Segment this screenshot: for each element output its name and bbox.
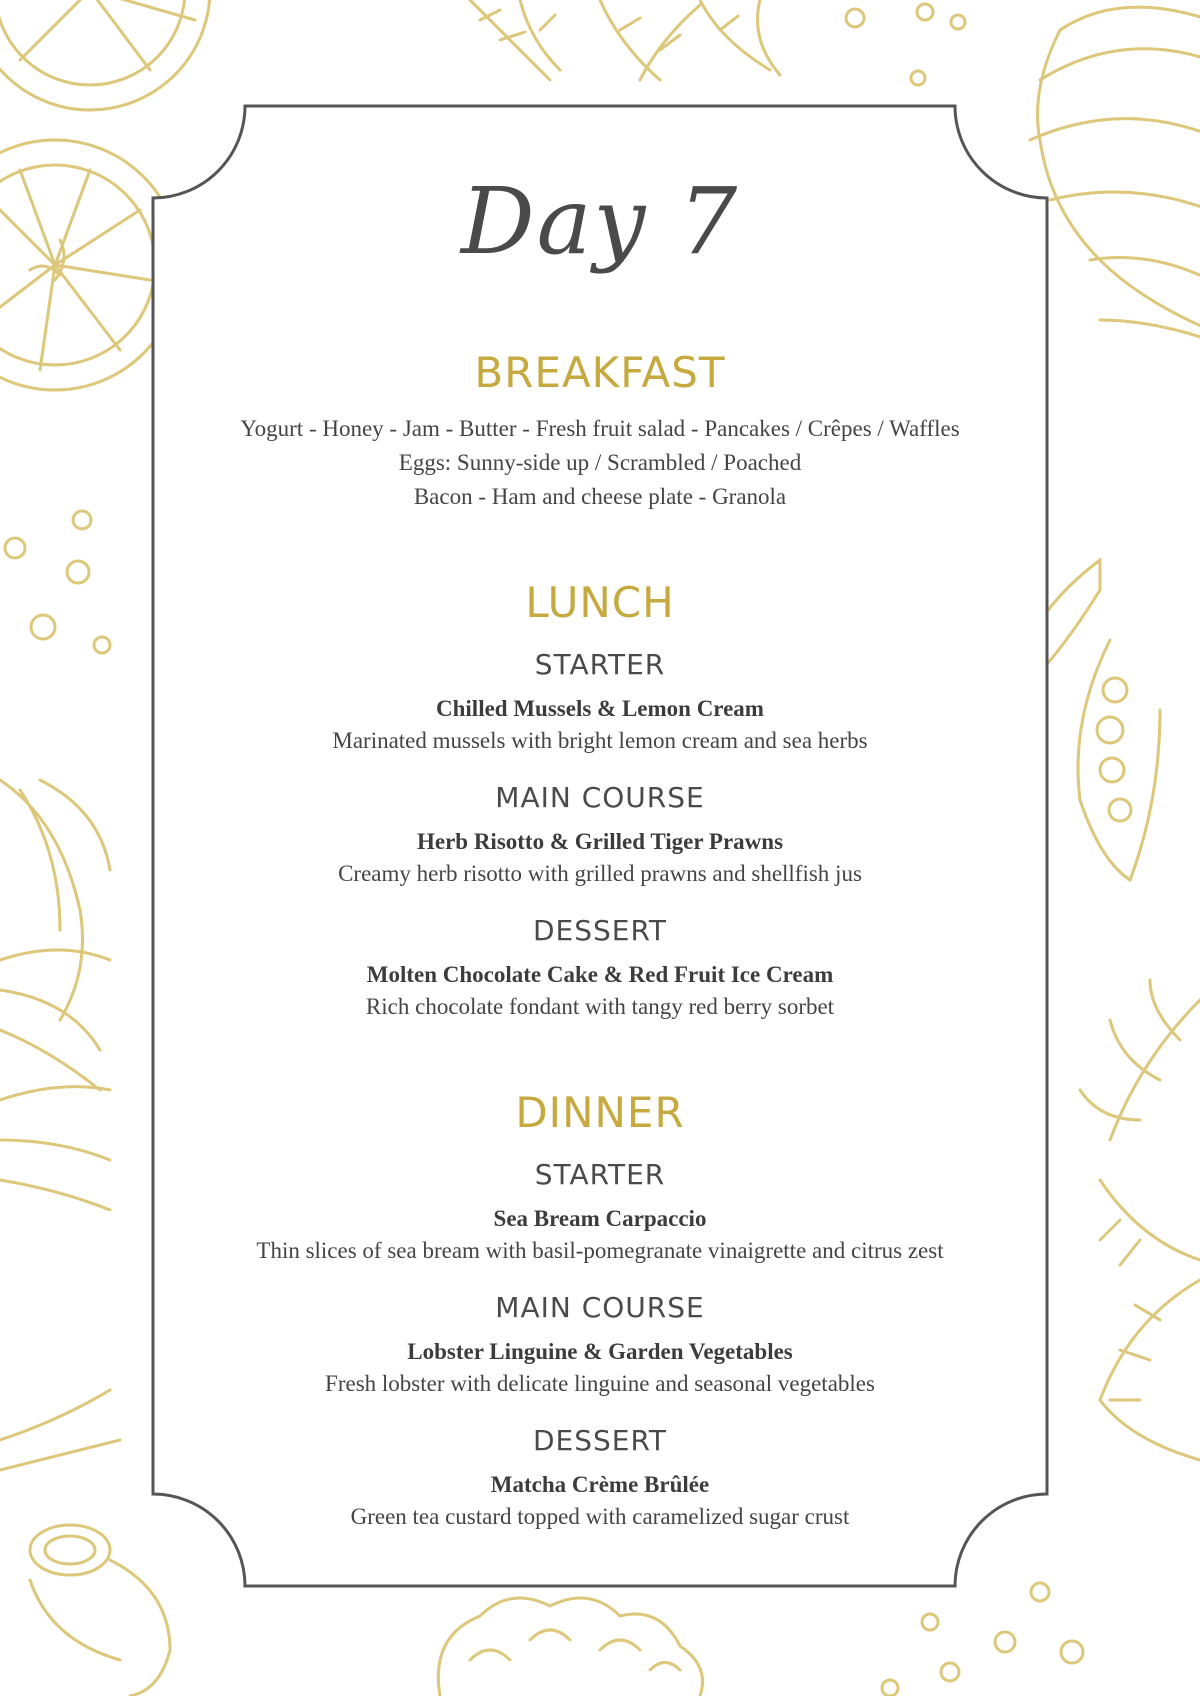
lunch-title: LUNCH: [525, 578, 675, 627]
lunch-starter-desc: Marinated mussels with bright lemon cream and sea herbs: [332, 728, 868, 753]
dinner-starter-desc: Thin slices of sea bream with basil-pomegranate vinaigrette and citrus zest: [256, 1238, 944, 1263]
lunch-main-desc: Creamy herb risotto with grilled prawns and shellfish jus: [338, 861, 862, 886]
breakfast-title: BREAKFAST: [474, 348, 726, 397]
dinner-dessert-name: Matcha Crème Brûlée: [490, 1472, 710, 1497]
lunch-dessert-name: Molten Chocolate Cake & Red Fruit Ice Cream: [366, 962, 834, 987]
dinner-main-name: Lobster Linguine & Garden Vegetables: [407, 1339, 793, 1364]
lunch-main-name: Herb Risotto & Grilled Tiger Prawns: [416, 829, 784, 854]
menu-card: [150, 100, 1050, 1590]
lunch-starter-label: STARTER: [534, 648, 666, 681]
dinner-main-desc: Fresh lobster with delicate linguine and seasonal vegetables: [325, 1371, 875, 1396]
dinner-title: DINNER: [515, 1088, 685, 1137]
lunch-dessert-label: DESSERT: [532, 914, 667, 947]
dinner-starter-name: Sea Bream Carpaccio: [493, 1206, 707, 1231]
breakfast-line: Eggs: Sunny-side up / Scrambled / Poached: [398, 450, 802, 475]
lunch-main-label: MAIN COURSE: [495, 781, 705, 814]
day-title: Day 7: [460, 168, 740, 275]
lunch-dessert-desc: Rich chocolate fondant with tangy red berry sorbet: [365, 994, 835, 1019]
dinner-dessert-label: DESSERT: [532, 1424, 667, 1457]
breakfast-line: Bacon - Ham and cheese plate - Granola: [413, 484, 787, 509]
dinner-main-label: MAIN COURSE: [495, 1291, 705, 1324]
lunch-starter-name: Chilled Mussels & Lemon Cream: [436, 696, 764, 721]
breakfast-line: Yogurt - Honey - Jam - Butter - Fresh fruit salad - Pancakes / Crêpes / Waffles: [240, 416, 960, 441]
dinner-dessert-desc: Green tea custard topped with caramelized sugar crust: [350, 1504, 850, 1529]
dinner-starter-label: STARTER: [534, 1158, 666, 1191]
